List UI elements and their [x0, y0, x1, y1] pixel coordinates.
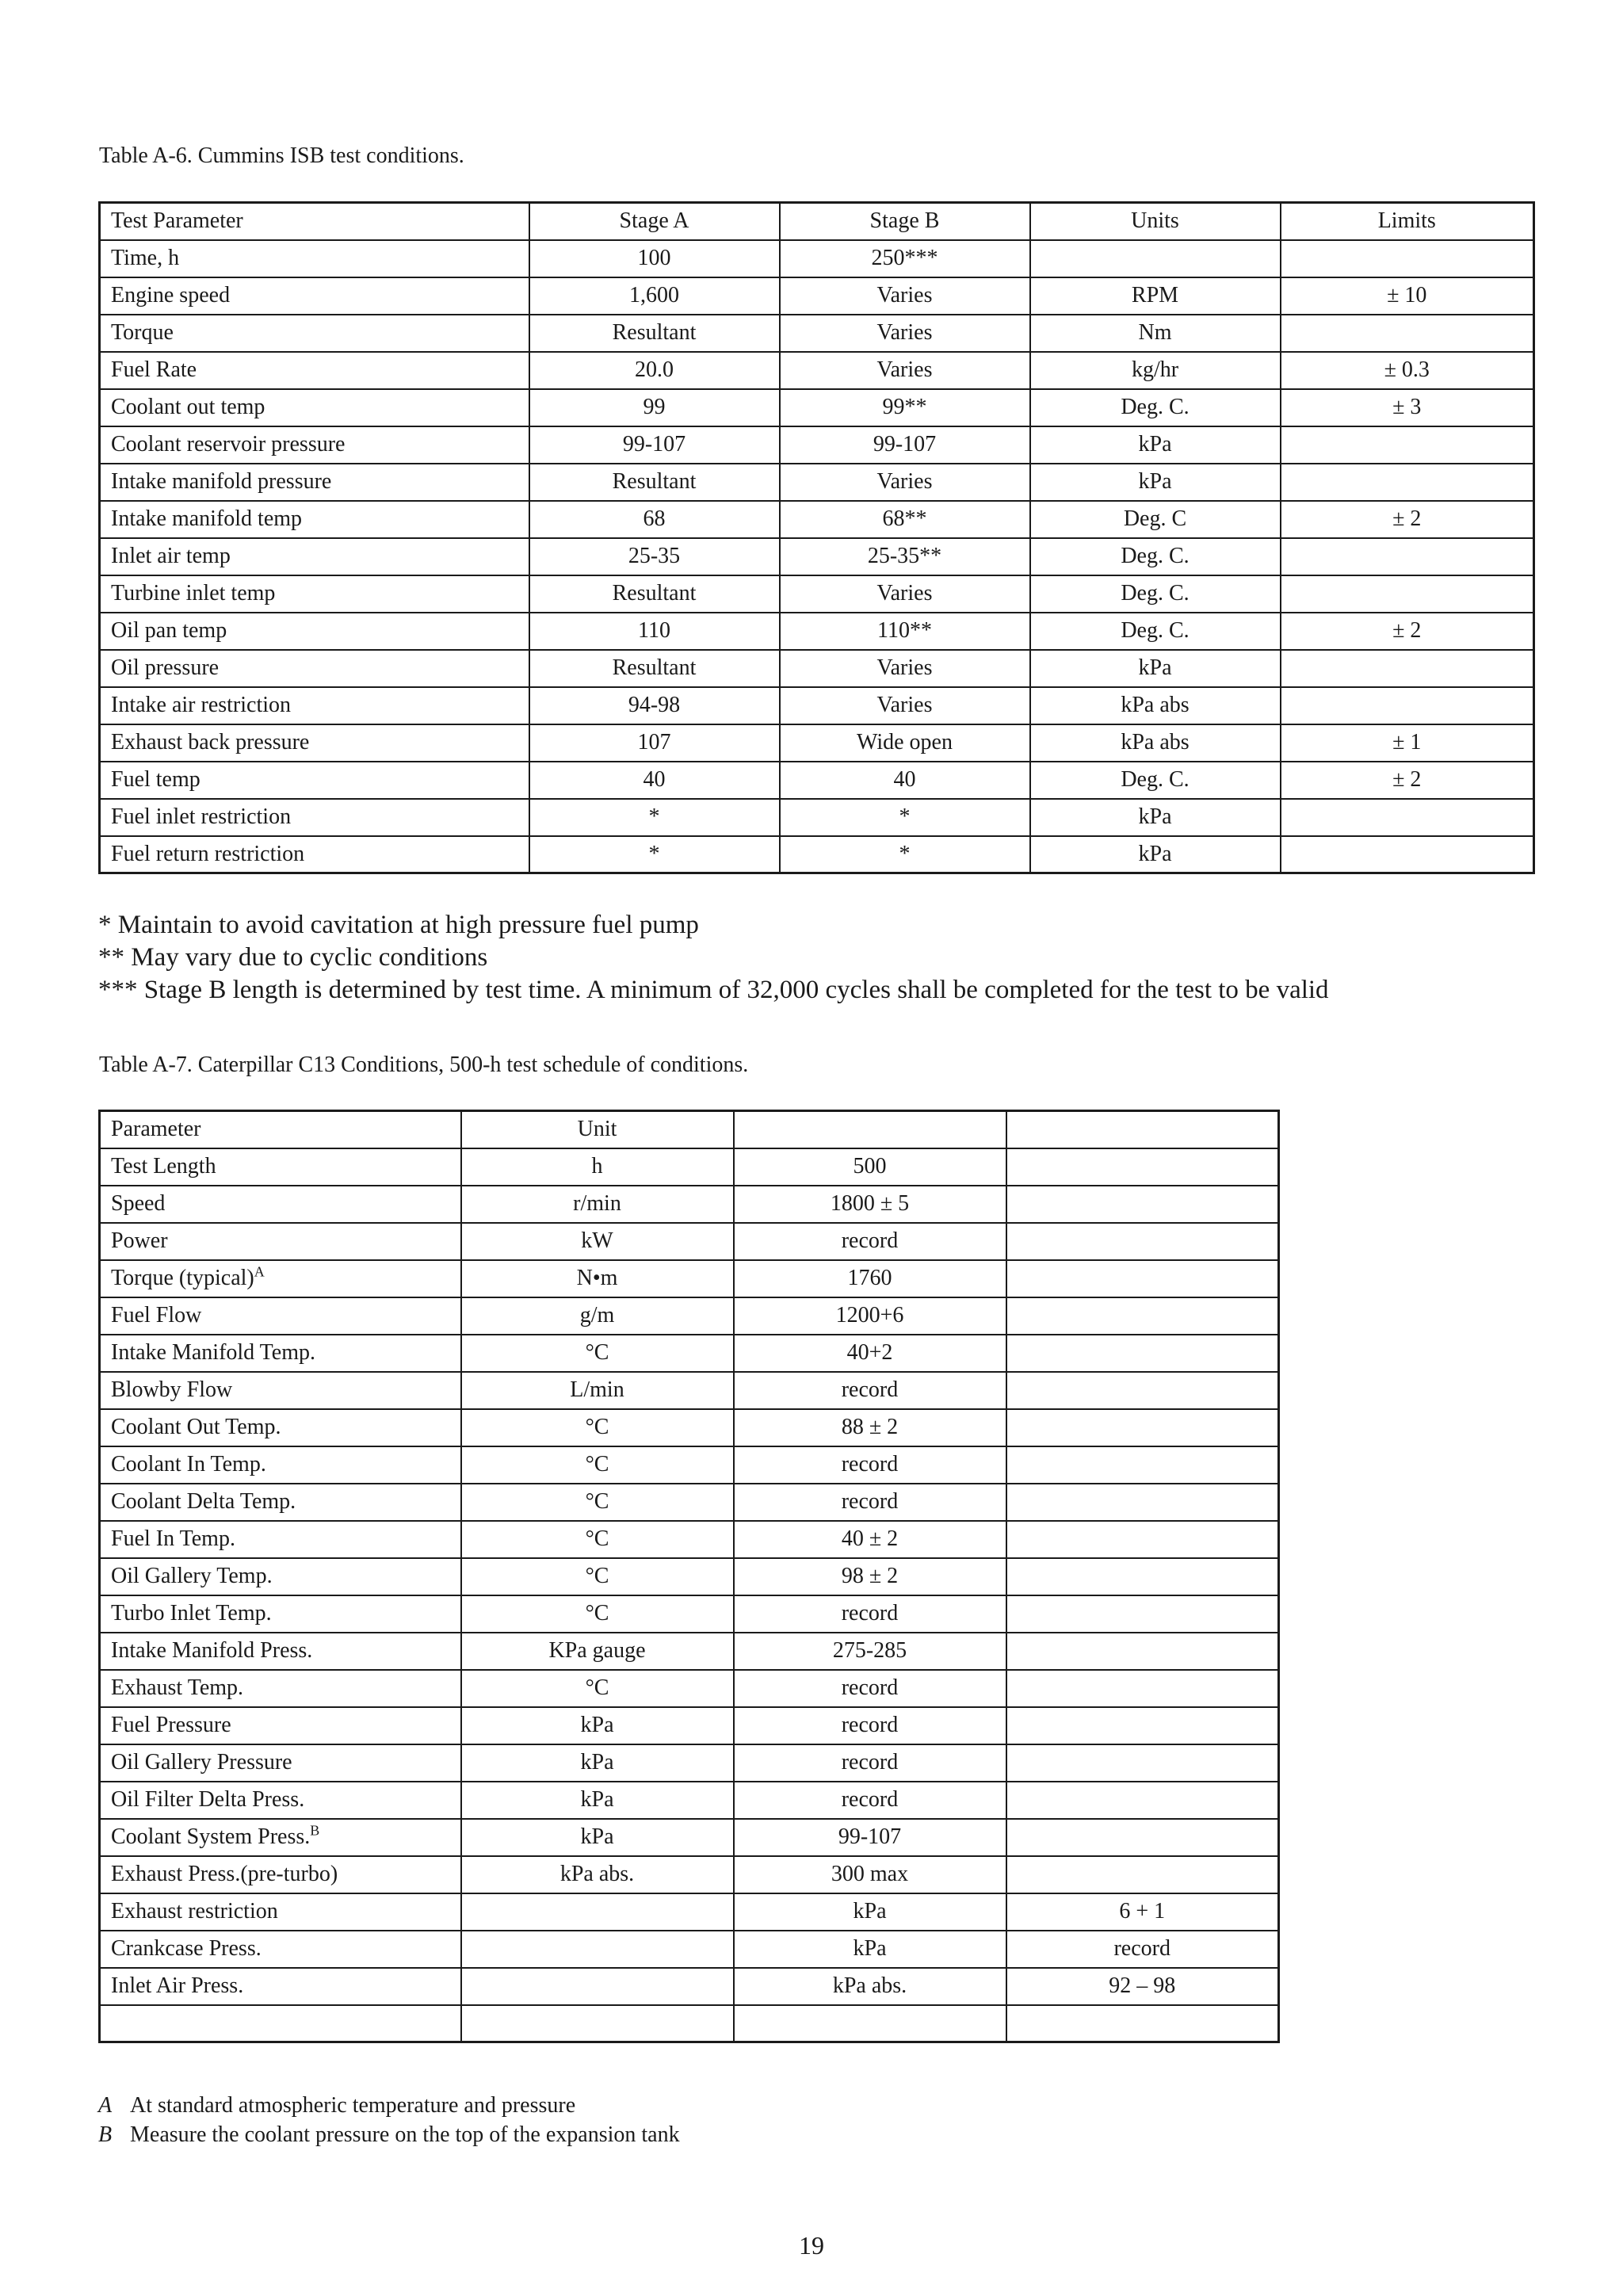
- table-cell: Deg. C: [1030, 501, 1281, 538]
- table-cell: Crankcase Press.: [100, 1931, 461, 1968]
- table-cell: ± 10: [1281, 277, 1534, 315]
- table-cell: Fuel Flow: [100, 1297, 461, 1335]
- table-cell: [461, 1931, 734, 1968]
- table-cell: Oil Filter Delta Press.: [100, 1782, 461, 1819]
- table-row: [100, 389, 1534, 426]
- table-cell: [1281, 315, 1534, 352]
- table-cell: Coolant Out Temp.: [100, 1409, 461, 1446]
- table-row: [100, 1335, 1279, 1372]
- table-row: [100, 1707, 1279, 1744]
- table-cell: *: [780, 836, 1030, 873]
- footnote-marker: A: [254, 1263, 265, 1280]
- table-cell: Exhaust Temp.: [100, 1670, 461, 1707]
- footnote-text: Measure the coolant pressure on the top of the expansion tank: [130, 2122, 680, 2147]
- parameter-label: Coolant System Press.: [111, 1824, 311, 1849]
- table-cell: 99: [529, 389, 780, 426]
- table-cell: kPa: [1030, 464, 1281, 501]
- table-cell: 40: [529, 762, 780, 799]
- table-row: [100, 650, 1534, 687]
- table-cell: record: [734, 1707, 1006, 1744]
- table-cell: Coolant In Temp.: [100, 1446, 461, 1484]
- table-cell: Varies: [780, 575, 1030, 613]
- table-row: [100, 277, 1534, 315]
- table-cell: [1006, 1744, 1279, 1782]
- table-cell: Varies: [780, 352, 1030, 389]
- table-cell: [1006, 1521, 1279, 1558]
- table-cell: Blowby Flow: [100, 1372, 461, 1409]
- table-cell: [1006, 1558, 1279, 1595]
- table-cell: [734, 2005, 1006, 2042]
- table-row: [100, 799, 1534, 836]
- table-row: [100, 575, 1534, 613]
- table-cell: °C: [461, 1521, 734, 1558]
- table-cell: 6 + 1: [1006, 1893, 1279, 1931]
- table-row: [100, 240, 1534, 277]
- table-cell: Oil pan temp: [100, 613, 529, 650]
- table-cell: [1006, 1186, 1279, 1223]
- table-cell: [1006, 1372, 1279, 1409]
- table-cell: Inlet air temp: [100, 538, 529, 575]
- table-cell: °C: [461, 1409, 734, 1446]
- table-row: [100, 1260, 1279, 1297]
- column-header: Test Parameter: [100, 203, 529, 240]
- table-cell: N•m: [461, 1260, 734, 1297]
- table-cell: 275-285: [734, 1633, 1006, 1670]
- table-cell: [1281, 575, 1534, 613]
- table-cell: Deg. C.: [1030, 389, 1281, 426]
- table-cell: [1006, 1223, 1279, 1260]
- table-cell: Test Length: [100, 1148, 461, 1186]
- footnote-text: At standard atmospheric temperature and pressure: [130, 2093, 576, 2118]
- table-row: [100, 1968, 1279, 2005]
- column-header: [1006, 1111, 1279, 1148]
- table-cell: record: [734, 1670, 1006, 1707]
- table-row: [100, 1744, 1279, 1782]
- table-cell: record: [1006, 1931, 1279, 1968]
- footnote-marker: B: [310, 1822, 320, 1839]
- table-row: [100, 1521, 1279, 1558]
- footnote: [98, 2122, 680, 2149]
- parameter-label: Torque (typical): [111, 1266, 254, 1290]
- table-cell: kPa: [1030, 836, 1281, 873]
- table-cell: [1006, 1409, 1279, 1446]
- table-cell: kPa abs.: [461, 1856, 734, 1893]
- table-note: ** May vary due to cyclic conditions: [98, 943, 488, 972]
- table-cell: 1,600: [529, 277, 780, 315]
- table-cell: Intake Manifold Press.: [100, 1633, 461, 1670]
- table-cell: Fuel temp: [100, 762, 529, 799]
- table-cell: [1006, 1819, 1279, 1856]
- table-row: [100, 1186, 1279, 1223]
- table-cell: kPa: [461, 1744, 734, 1782]
- table-row: [100, 687, 1534, 724]
- table-cell: Oil pressure: [100, 650, 529, 687]
- table-row: [100, 1633, 1279, 1670]
- caterpillar-c13-conditions-table: [98, 1110, 1280, 2043]
- table-cell: Intake manifold pressure: [100, 464, 529, 501]
- table-cell: 99-107: [734, 1819, 1006, 1856]
- table-row: [100, 2005, 1279, 2042]
- table-cell: kPa: [734, 1893, 1006, 1931]
- table-cell: [1281, 687, 1534, 724]
- table-row: [100, 1484, 1279, 1521]
- table-cell: 100: [529, 240, 780, 277]
- column-header: Stage B: [780, 203, 1030, 240]
- table-cell: 99-107: [780, 426, 1030, 464]
- table-cell: Coolant out temp: [100, 389, 529, 426]
- table-row: [100, 613, 1534, 650]
- table-row: [100, 464, 1534, 501]
- table-cell: record: [734, 1595, 1006, 1633]
- table-cell: 25-35: [529, 538, 780, 575]
- table-cell: Exhaust restriction: [100, 1893, 461, 1931]
- table-cell: Fuel inlet restriction: [100, 799, 529, 836]
- table-cell: 40+2: [734, 1335, 1006, 1372]
- table-row: [100, 1595, 1279, 1633]
- column-header: Parameter: [100, 1111, 461, 1148]
- column-header: [734, 1111, 1006, 1148]
- table-cell: record: [734, 1744, 1006, 1782]
- table-cell: [100, 1260, 461, 1297]
- table-cell: [1006, 1670, 1279, 1707]
- table-cell: Intake Manifold Temp.: [100, 1335, 461, 1372]
- footnote-letter: A: [98, 2093, 113, 2118]
- table-cell: 94-98: [529, 687, 780, 724]
- table-row: [100, 1670, 1279, 1707]
- table-cell: 20.0: [529, 352, 780, 389]
- table-note: *** Stage B length is determined by test time. A minimum of 32,000 cycles shall be completed for the test to be valid: [98, 976, 1329, 1004]
- table-cell: [1281, 464, 1534, 501]
- table-cell: °C: [461, 1670, 734, 1707]
- table-cell: kW: [461, 1223, 734, 1260]
- table-row: [100, 1856, 1279, 1893]
- table-cell: ± 3: [1281, 389, 1534, 426]
- table-cell: [1281, 426, 1534, 464]
- table-cell: kPa: [734, 1931, 1006, 1968]
- table-cell: kPa: [461, 1782, 734, 1819]
- column-header: Limits: [1281, 203, 1534, 240]
- table-cell: *: [780, 799, 1030, 836]
- table-cell: Resultant: [529, 464, 780, 501]
- table-cell: 500: [734, 1148, 1006, 1186]
- table-cell: [461, 1893, 734, 1931]
- table-row: [100, 1931, 1279, 1968]
- table-cell: Resultant: [529, 575, 780, 613]
- table-cell: ± 2: [1281, 762, 1534, 799]
- table-note: * Maintain to avoid cavitation at high pressure fuel pump: [98, 911, 699, 939]
- table-cell: ± 2: [1281, 501, 1534, 538]
- table-cell: Speed: [100, 1186, 461, 1223]
- table-cell: [1006, 1484, 1279, 1521]
- table-cell: Varies: [780, 650, 1030, 687]
- table-cell: kPa abs.: [734, 1968, 1006, 2005]
- table-cell: Varies: [780, 464, 1030, 501]
- table-cell: kPa: [461, 1819, 734, 1856]
- table-cell: 40 ± 2: [734, 1521, 1006, 1558]
- table-cell: kPa: [1030, 650, 1281, 687]
- table-row: [100, 1148, 1279, 1186]
- table-cell: 1760: [734, 1260, 1006, 1297]
- table-cell: Inlet Air Press.: [100, 1968, 461, 2005]
- table-row: [100, 1558, 1279, 1595]
- table-cell: Time, h: [100, 240, 529, 277]
- table-cell: ± 2: [1281, 613, 1534, 650]
- table-cell: *: [529, 836, 780, 873]
- table-cell: Exhaust back pressure: [100, 724, 529, 762]
- table-cell: Exhaust Press.(pre-turbo): [100, 1856, 461, 1893]
- table-row: [100, 1819, 1279, 1856]
- table-cell: Fuel return restriction: [100, 836, 529, 873]
- table-cell: 98 ± 2: [734, 1558, 1006, 1595]
- table-cell: kPa abs: [1030, 724, 1281, 762]
- table-row: [100, 724, 1534, 762]
- table-cell: kPa: [461, 1707, 734, 1744]
- table-cell: Varies: [780, 687, 1030, 724]
- table-cell: Fuel Pressure: [100, 1707, 461, 1744]
- table-cell: Deg. C.: [1030, 575, 1281, 613]
- table-cell: [1281, 650, 1534, 687]
- table-cell: [1281, 836, 1534, 873]
- table-cell: °C: [461, 1595, 734, 1633]
- table-cell: *: [529, 799, 780, 836]
- table-cell: Deg. C.: [1030, 762, 1281, 799]
- table-cell: kPa: [1030, 426, 1281, 464]
- table-cell: 99**: [780, 389, 1030, 426]
- table-cell: ± 0.3: [1281, 352, 1534, 389]
- table-cell: L/min: [461, 1372, 734, 1409]
- table-cell: 92 – 98: [1006, 1968, 1279, 2005]
- table-cell: [1006, 1633, 1279, 1670]
- table-row: [100, 501, 1534, 538]
- table-cell: Wide open: [780, 724, 1030, 762]
- table-cell: Engine speed: [100, 277, 529, 315]
- cummins-isb-test-conditions-table: [98, 201, 1535, 874]
- table-cell: Torque: [100, 315, 529, 352]
- table-cell: [1006, 1335, 1279, 1372]
- table-cell: Fuel Rate: [100, 352, 529, 389]
- table-cell: 68: [529, 501, 780, 538]
- table-cell: [1006, 1782, 1279, 1819]
- page-number: 19: [799, 2231, 824, 2260]
- table-cell: [1006, 2005, 1279, 2042]
- table-cell: [1006, 1446, 1279, 1484]
- table-cell: [1006, 1856, 1279, 1893]
- table-cell: °C: [461, 1558, 734, 1595]
- table-cell: 1200+6: [734, 1297, 1006, 1335]
- table-cell: Turbine inlet temp: [100, 575, 529, 613]
- table-cell: 110: [529, 613, 780, 650]
- table-row: [100, 1372, 1279, 1409]
- footnote: [98, 2092, 575, 2119]
- table-cell: [1006, 1297, 1279, 1335]
- footnote-letter: B: [98, 2122, 113, 2147]
- table-cell: record: [734, 1782, 1006, 1819]
- table-cell: 107: [529, 724, 780, 762]
- table-row: [100, 352, 1534, 389]
- column-header: Units: [1030, 203, 1281, 240]
- table-cell: KPa gauge: [461, 1633, 734, 1670]
- table-cell: h: [461, 1148, 734, 1186]
- table-cell: Resultant: [529, 315, 780, 352]
- table-cell: Coolant reservoir pressure: [100, 426, 529, 464]
- table-cell: Oil Gallery Temp.: [100, 1558, 461, 1595]
- table-cell: Deg. C.: [1030, 613, 1281, 650]
- table-cell: record: [734, 1484, 1006, 1521]
- table-cell: Fuel In Temp.: [100, 1521, 461, 1558]
- table-cell: [1281, 538, 1534, 575]
- table-row: [100, 426, 1534, 464]
- table-cell: ± 1: [1281, 724, 1534, 762]
- table-cell: [100, 1819, 461, 1856]
- table-cell: kg/hr: [1030, 352, 1281, 389]
- table-cell: Resultant: [529, 650, 780, 687]
- table-cell: [1006, 1148, 1279, 1186]
- table-row: [100, 1409, 1279, 1446]
- table-row: [100, 762, 1534, 799]
- table-cell: Oil Gallery Pressure: [100, 1744, 461, 1782]
- table-cell: 25-35**: [780, 538, 1030, 575]
- table-row: [100, 1782, 1279, 1819]
- table-row: [100, 1297, 1279, 1335]
- header-row: [100, 203, 1534, 240]
- table-cell: record: [734, 1223, 1006, 1260]
- table-cell: °C: [461, 1335, 734, 1372]
- table-cell: Varies: [780, 315, 1030, 352]
- table-cell: 110**: [780, 613, 1030, 650]
- table-cell: 300 max: [734, 1856, 1006, 1893]
- table-row: [100, 1223, 1279, 1260]
- table-cell: [1006, 1707, 1279, 1744]
- table-cell: kPa: [1030, 799, 1281, 836]
- table-cell: r/min: [461, 1186, 734, 1223]
- table-row: [100, 1893, 1279, 1931]
- table-cell: [1006, 1595, 1279, 1633]
- table-row: [100, 538, 1534, 575]
- table-cell: Turbo Inlet Temp.: [100, 1595, 461, 1633]
- table-cell: g/m: [461, 1297, 734, 1335]
- table-row: [100, 1446, 1279, 1484]
- table-cell: Power: [100, 1223, 461, 1260]
- table-cell: Deg. C.: [1030, 538, 1281, 575]
- table-cell: 40: [780, 762, 1030, 799]
- header-row: [100, 1111, 1279, 1148]
- table-cell: Varies: [780, 277, 1030, 315]
- table-a7-caption: Table A-7. Caterpillar C13 Conditions, 500-h test schedule of conditions.: [99, 1052, 749, 1077]
- table-cell: RPM: [1030, 277, 1281, 315]
- table-cell: °C: [461, 1446, 734, 1484]
- table-cell: 88 ± 2: [734, 1409, 1006, 1446]
- table-cell: Intake air restriction: [100, 687, 529, 724]
- table-cell: 1800 ± 5: [734, 1186, 1006, 1223]
- table-cell: [100, 2005, 461, 2042]
- table-a6-caption: Table A-6. Cummins ISB test conditions.: [99, 143, 464, 168]
- table-cell: [1006, 1260, 1279, 1297]
- column-header: Unit: [461, 1111, 734, 1148]
- table-cell: 99-107: [529, 426, 780, 464]
- table-cell: Nm: [1030, 315, 1281, 352]
- table-cell: [1281, 799, 1534, 836]
- table-cell: °C: [461, 1484, 734, 1521]
- table-row: [100, 836, 1534, 873]
- table-cell: Intake manifold temp: [100, 501, 529, 538]
- table-cell: record: [734, 1446, 1006, 1484]
- column-header: Stage A: [529, 203, 780, 240]
- table-row: [100, 315, 1534, 352]
- table-cell: kPa abs: [1030, 687, 1281, 724]
- table-cell: [1030, 240, 1281, 277]
- table-cell: 250***: [780, 240, 1030, 277]
- table-cell: Coolant Delta Temp.: [100, 1484, 461, 1521]
- table-cell: [461, 2005, 734, 2042]
- table-cell: [1281, 240, 1534, 277]
- table-cell: record: [734, 1372, 1006, 1409]
- table-cell: 68**: [780, 501, 1030, 538]
- table-cell: [461, 1968, 734, 2005]
